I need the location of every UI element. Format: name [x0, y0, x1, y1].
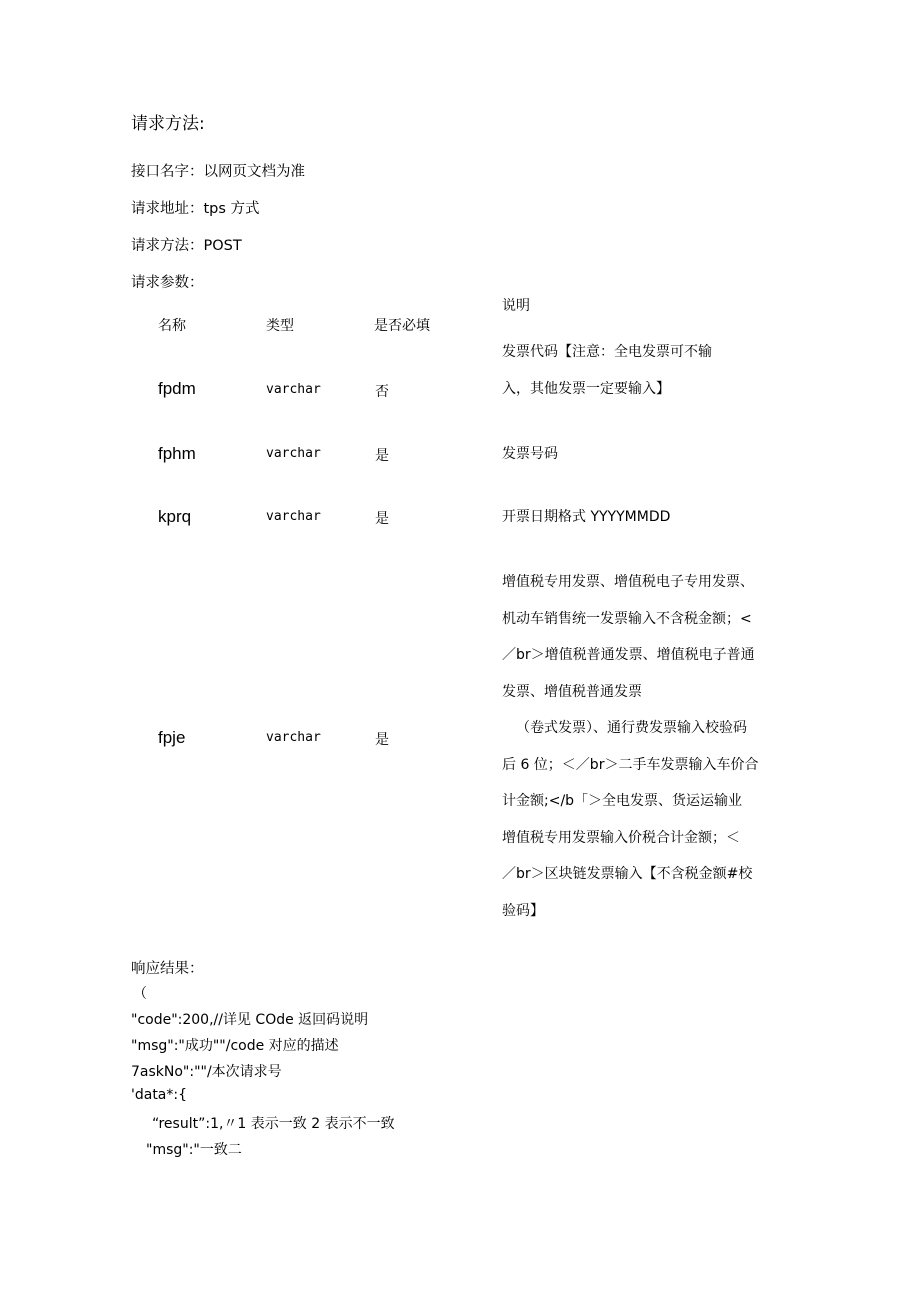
param-required: 否	[375, 384, 389, 400]
request-method-line: 请求方法：POST	[131, 238, 242, 254]
header-name: 名称	[158, 318, 186, 334]
code-line: "msg":"一致二	[146, 1142, 242, 1158]
header-desc: 说明	[502, 298, 530, 314]
param-type: varchar	[266, 446, 321, 461]
param-desc: 增值税专用发票、增值税电子专用发票、 机动车销售统一发票输入不含税金额；< ／br＞增值税普通发票、增值税电子普通 发票、增值税普通发票 （卷式发票）、通行费发票输入校验码 后 6 位；＜／br＞二手车发票输入车价合 计金额;</b「＞全电发票、货运运输业 增值税专用发票输入价税合计金额；＜ ／br＞区块链发票输入【不含税金额#校 验码】	[502, 574, 759, 919]
param-type: varchar	[266, 382, 321, 397]
code-line: 7askNo":""/本次请求号	[131, 1064, 282, 1080]
param-desc: 发票号码	[502, 446, 558, 462]
header-type: 类型	[266, 318, 294, 334]
code-line: （	[133, 986, 147, 1002]
code-line: "msg":"成功""/code 对应的描述	[131, 1038, 339, 1054]
param-type: varchar	[266, 730, 321, 745]
section-title: 请求方法:	[131, 114, 205, 134]
request-params-label: 请求参数：	[131, 275, 204, 291]
param-name: fphm	[158, 444, 196, 463]
code-line: "code":200,//详见 COde 返回码说明	[131, 1012, 369, 1028]
param-desc: 发票代码【注意：全电发票可不输 入，其他发票一定要输入】	[502, 344, 712, 397]
param-required: 是	[375, 448, 389, 464]
param-required: 是	[375, 732, 389, 748]
code-line: “result”:1,〃1 表示一致 2 表示不一致	[152, 1116, 395, 1132]
param-type: varchar	[266, 509, 321, 524]
header-required: 是否必填	[374, 318, 430, 334]
interface-name-line: 接口名字：以网页文档为准	[131, 164, 305, 180]
param-name: kprq	[158, 507, 192, 526]
code-line: 'data*:{	[131, 1087, 188, 1103]
param-desc: 开票日期格式 YYYYMMDD	[502, 509, 671, 525]
param-required: 是	[375, 511, 389, 527]
response-label: 响应结果：	[131, 961, 204, 977]
param-name: fpje	[158, 728, 186, 747]
param-name: fpdm	[158, 379, 196, 398]
request-address-line: 请求地址：tps 方式	[131, 201, 260, 217]
